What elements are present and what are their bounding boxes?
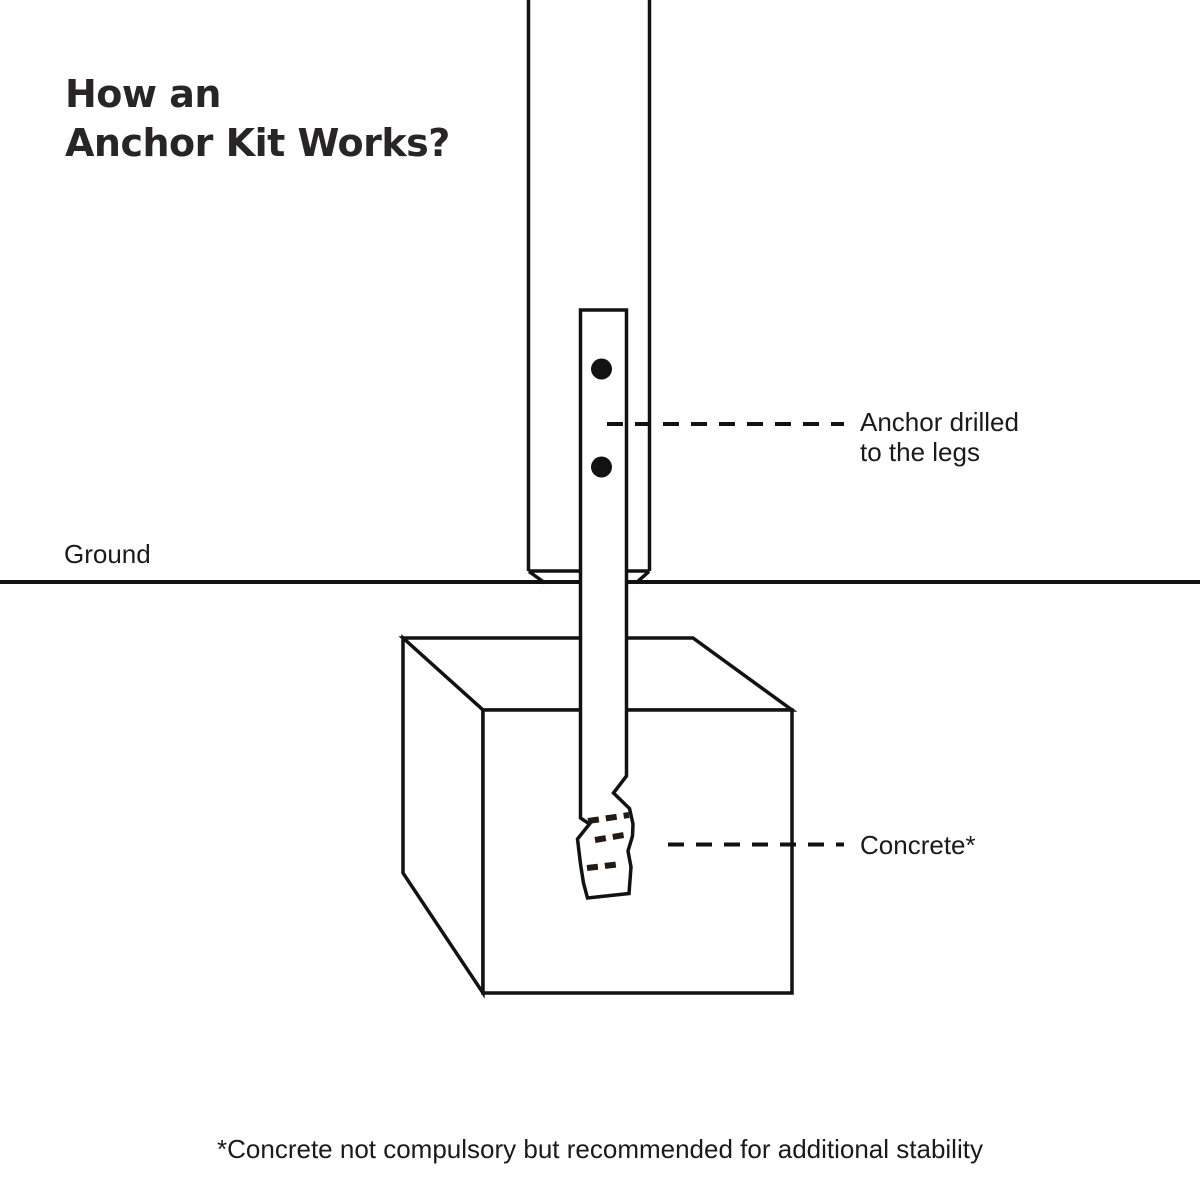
ground-label: Ground — [64, 539, 151, 569]
concrete-front-face — [483, 710, 792, 993]
anchor-plate — [578, 310, 634, 898]
bolt-dot-top — [591, 359, 612, 380]
footnote: *Concrete not compulsory but recommended for additional stability — [217, 1134, 983, 1164]
page-title — [65, 70, 450, 168]
bolt-dot-bottom — [591, 457, 612, 478]
concrete-callout: Concrete* — [860, 830, 976, 860]
page-title-line1: How an — [65, 72, 221, 116]
anchor-callout — [860, 407, 1019, 467]
anchor-callout-line2: to the legs — [860, 437, 980, 467]
anchor-callout-line1: Anchor drilled — [860, 407, 1019, 437]
page-title-line2: Anchor Kit Works? — [65, 121, 450, 165]
